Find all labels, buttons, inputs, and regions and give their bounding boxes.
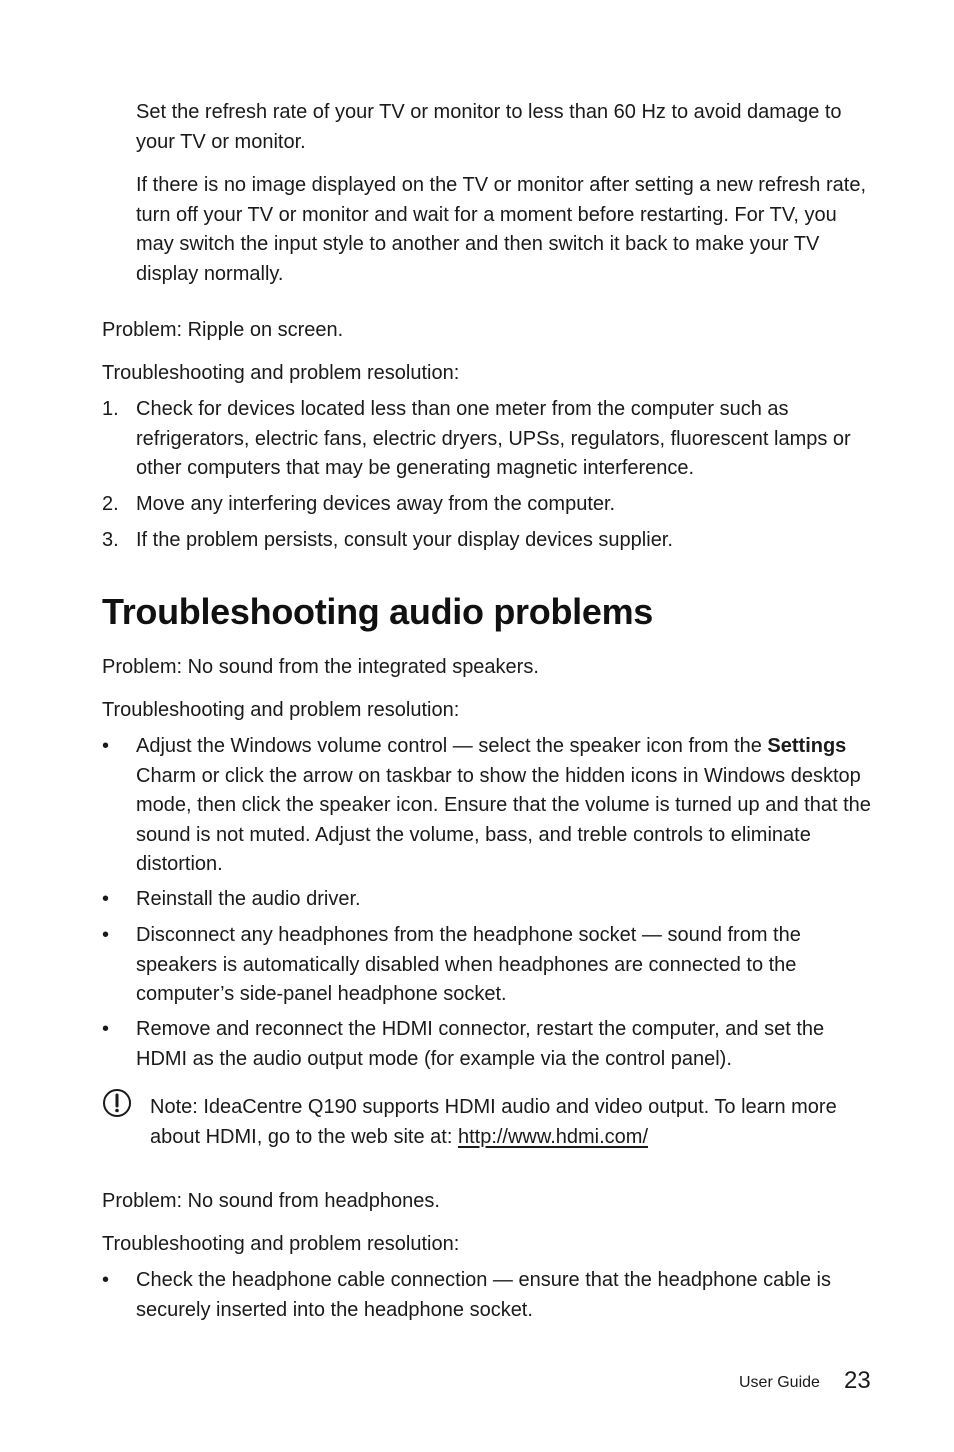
- problem-label: Problem:: [102, 319, 183, 341]
- note: [150, 1093, 875, 1152]
- ripple-problem: [102, 316, 877, 346]
- headphones-problem: [102, 1187, 877, 1217]
- intro-paragraph-2: If there is no image displayed on the TV or monitor after setting a new refresh rate, turn off your TV or monitor and wait for a moment before restarting. For TV, you may switch the input style to another and then switch it back to make your TV display normally.: [136, 174, 867, 285]
- note-text: IdeaCentre Q190 supports HDMI audio and video output. To learn more about HDMI, go to the web site at:: [150, 1096, 837, 1148]
- problem-label: Problem:: [102, 656, 183, 678]
- bullet-text: Disconnect any headphones from the headphone socket — sound from the speakers is automatically disabled when headphones are connected to the computer’s side-panel headphone socket.: [136, 924, 801, 1005]
- bullet-text: [136, 732, 876, 880]
- step-text: If the problem persists, consult your display devices supplier.: [136, 529, 673, 551]
- bullet: •: [102, 1018, 110, 1040]
- bullet-text: Reinstall the audio driver.: [136, 888, 361, 910]
- page-number: 23: [844, 1367, 871, 1394]
- problem-text: No sound from the integrated speakers.: [182, 656, 539, 678]
- hdmi-link[interactable]: http://www.hdmi.com/: [457, 1125, 649, 1148]
- bullet: •: [102, 735, 110, 757]
- speakers-problem: [102, 653, 877, 683]
- bullet-text: Remove and reconnect the HDMI connector, restart the computer, and set the HDMI as the audio output mode (for example via the control panel).: [136, 1018, 825, 1070]
- step-text: Move any interfering devices away from the computer.: [136, 493, 616, 515]
- settings-term: Settings: [767, 735, 847, 757]
- bullet: •: [102, 1269, 110, 1291]
- headphones-resolution-heading: Troubleshooting and problem resolution:: [102, 1233, 460, 1255]
- step-number: 1.: [102, 398, 119, 420]
- ripple-resolution-heading: Troubleshooting and problem resolution:: [102, 362, 460, 384]
- step-number: 2.: [102, 493, 119, 515]
- note-label: Note:: [150, 1096, 198, 1118]
- footer-label: User Guide: [739, 1374, 820, 1391]
- bullet: •: [102, 888, 110, 910]
- section-heading: Troubleshooting audio problems: [102, 591, 654, 632]
- problem-text: Ripple on screen.: [182, 319, 344, 341]
- step-text: Check for devices located less than one meter from the computer such as refrigerators, electric fans, electric dryers, UPSs, regulators, fluorescent lamps or other computers that may be generating magnetic interference.: [136, 398, 851, 479]
- problem-label: Problem:: [102, 1190, 183, 1212]
- bullet: •: [102, 924, 110, 946]
- speakers-resolution-heading: Troubleshooting and problem resolution:: [102, 699, 460, 721]
- problem-text: No sound from headphones.: [182, 1190, 440, 1212]
- bullet-text-part: Charm or click the arrow on taskbar to show the hidden icons in Windows desktop mode, then click the speaker icon. Ensure that the volume is turned up and that the sound is not muted. Adjust the volume, bass, and treble controls to eliminate distortion.: [136, 764, 871, 875]
- intro-paragraph-1: Set the refresh rate of your TV or monitor to less than 60 Hz to avoid damage to your TV or monitor.: [136, 101, 842, 153]
- bullet-text-part: Adjust the Windows volume control — select the speaker icon from the: [136, 735, 768, 757]
- exclamation-icon: [102, 1088, 132, 1118]
- step-number: 3.: [102, 529, 119, 551]
- bullet-text: Check the headphone cable connection — ensure that the headphone cable is securely inserted into the headphone socket.: [136, 1269, 831, 1321]
